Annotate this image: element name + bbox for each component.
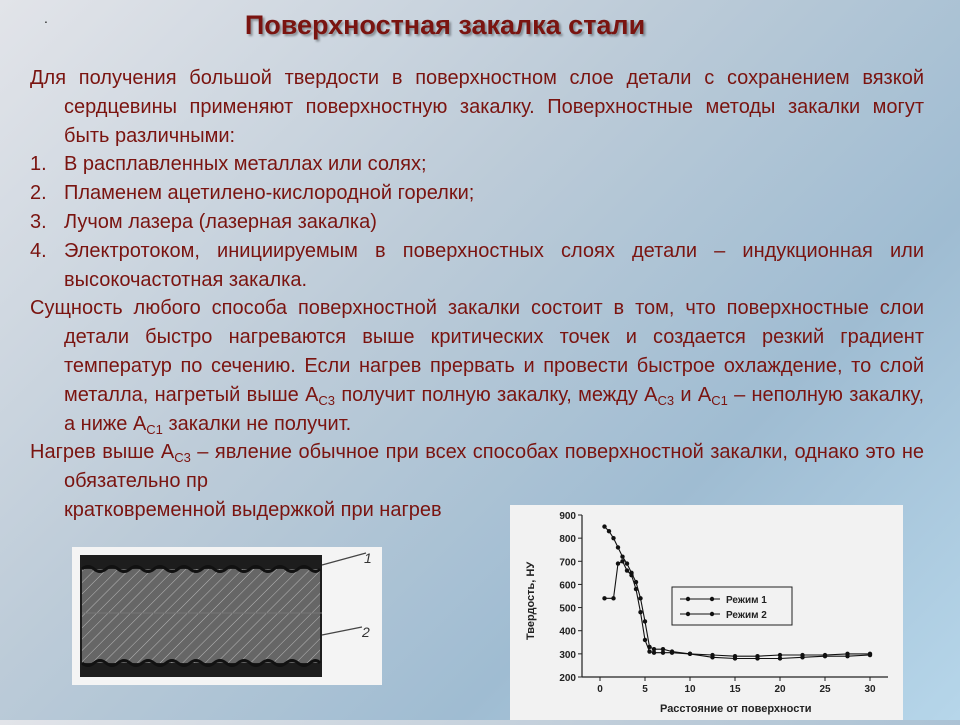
- series-2-point: [845, 654, 849, 658]
- series-2-point: [629, 573, 633, 577]
- y-tick-label: 700: [559, 557, 576, 569]
- figure-label-1: 1: [364, 550, 372, 566]
- series-2-point: [823, 654, 827, 658]
- legend-label-1: Режим 1: [726, 595, 767, 606]
- x-tick-label: 10: [684, 684, 696, 695]
- series-2-point: [634, 587, 638, 591]
- y-tick-label: 900: [559, 511, 576, 522]
- x-tick-label: 0: [597, 684, 603, 695]
- series-1-point: [616, 545, 620, 549]
- slide-title: Поверхностная закалка стали: [244, 10, 646, 40]
- x-tick-label: 25: [819, 684, 831, 695]
- series-2-point: [620, 559, 624, 563]
- chart-ylabel: Твердость, НУ: [525, 561, 537, 640]
- list-item: 4. Электротоком, инициируемым в поверхностных слоях детали – индукционная или высокочастотная закалка.: [30, 239, 924, 291]
- x-tick-label: 5: [642, 684, 648, 695]
- list-item: 3. Лучом лазера (лазерная закалка): [30, 210, 377, 233]
- essence-paragraph: Сущность любого способа поверхностной закалки состоит в том, что поверхностные слои детали быстро нагреваются выше критических точек и создается резкий градиент температур по сечению. Если нагрев прервать и провести быстрое охлаждение, то слой металла, нагретый выше $А_{С3}$ получит полную закалку, между $А_{С3}$ и $А_{С1}$ – неполную закалку, а ниже $А_{С1}$ закалки не получит.: [30, 297, 924, 437]
- series-2-point: [611, 596, 615, 600]
- list-item: 1. В расплавленных металлах или солях;: [30, 153, 427, 176]
- x-tick-label: 15: [729, 684, 741, 695]
- series-2-point: [602, 596, 606, 600]
- x-tick-label: 20: [774, 684, 786, 695]
- methods-list: [30, 150, 924, 294]
- series-1-point: [620, 554, 624, 558]
- cross-section-figure: [72, 547, 382, 685]
- series-2-point: [710, 655, 714, 659]
- list-item: 2. Пламенем ацетилено-кислородной горелки;: [30, 182, 475, 205]
- legend-label-2: Режим 2: [726, 610, 767, 621]
- series-1-point: [638, 596, 642, 600]
- series-2-point: [688, 652, 692, 656]
- series-2-point: [868, 653, 872, 657]
- cross-section-drawing: [72, 547, 382, 685]
- y-tick-label: 500: [559, 603, 576, 615]
- y-tick-label: 200: [559, 673, 576, 684]
- legend-marker-1: [710, 597, 714, 601]
- legend-marker-2: [686, 612, 690, 616]
- series-2-point: [616, 561, 620, 565]
- series-2-point: [652, 651, 656, 655]
- figure-label-2: 2: [362, 624, 370, 640]
- hardness-chart: [510, 505, 903, 720]
- series-2-point: [800, 655, 804, 659]
- series-2-point: [638, 610, 642, 614]
- series-1-point: [611, 536, 615, 540]
- series-2-point: [643, 638, 647, 642]
- y-tick-label: 400: [559, 626, 576, 638]
- slide-body: [30, 64, 924, 525]
- series-2-point: [755, 656, 759, 660]
- series-1-point: [625, 561, 629, 565]
- y-tick-label: 800: [559, 534, 576, 546]
- series-2-point: [778, 656, 782, 660]
- heating-paragraph: Нагрев выше $А_{С3}$ – явление обычное при всех способах поверхностной закалки, однако это не обязательно пр кратковременной выдержкой при нагрев: [30, 441, 925, 521]
- legend-marker-2: [710, 612, 714, 616]
- intro-paragraph: Для получения большой твердости в поверхностном слое детали с сохранением вязкой сердцевины применяют поверхностную закалку. Поверхностные методы закалки могут быть различными:: [30, 67, 924, 147]
- series-2-point: [625, 568, 629, 572]
- chart-xlabel: Расстояние от поверхности: [660, 703, 812, 715]
- series-2-point: [670, 651, 674, 655]
- legend-marker-1: [686, 597, 690, 601]
- series-2-point: [733, 656, 737, 660]
- x-tick-label: 30: [864, 684, 876, 695]
- series-2-point: [661, 651, 665, 655]
- hardness-chart-svg: [510, 505, 903, 720]
- y-tick-label: 300: [559, 649, 576, 661]
- series-1-point: [607, 529, 611, 533]
- series-1-point: [602, 524, 606, 528]
- series-1-point: [643, 619, 647, 623]
- series-2-point: [647, 649, 651, 653]
- bullet-dot: .: [44, 10, 48, 26]
- y-tick-label: 600: [559, 580, 576, 592]
